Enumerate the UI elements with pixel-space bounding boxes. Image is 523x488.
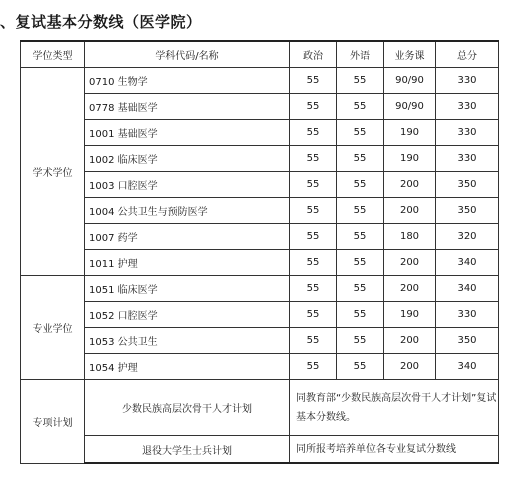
table-row: [21, 198, 499, 224]
subject-cell: 1011 护理: [85, 250, 290, 276]
language-cell: 55: [337, 276, 384, 302]
note-cell: 同所报考培养单位各专业复试分数线: [290, 436, 499, 464]
total-cell: 350: [436, 198, 499, 224]
total-cell: 330: [436, 94, 499, 120]
politics-cell: 55: [290, 172, 337, 198]
table-row: [21, 276, 499, 302]
subject-cell: 1001 基础医学: [85, 120, 290, 146]
program-cell: 退役大学生士兵计划: [85, 436, 290, 464]
politics-cell: 55: [290, 302, 337, 328]
politics-cell: 55: [290, 120, 337, 146]
note-cell: 同教育部“少数民族高层次骨干人才计划”复试基本分数线。: [290, 380, 499, 436]
table-row: [21, 224, 499, 250]
language-cell: 55: [337, 224, 384, 250]
subject-cell: 1002 临床医学: [85, 146, 290, 172]
major-cell: 180: [384, 224, 436, 250]
language-cell: 55: [337, 120, 384, 146]
politics-cell: 55: [290, 146, 337, 172]
table-row: [21, 94, 499, 120]
subject-cell: 1054 护理: [85, 354, 290, 380]
politics-cell: 55: [290, 276, 337, 302]
table-row: [21, 68, 499, 94]
header-politics: 政治: [290, 41, 337, 68]
total-cell: 340: [436, 276, 499, 302]
total-cell: 330: [436, 146, 499, 172]
total-cell: 330: [436, 302, 499, 328]
subject-cell: 1053 公共卫生: [85, 328, 290, 354]
language-cell: 55: [337, 172, 384, 198]
politics-cell: 55: [290, 328, 337, 354]
table-row: [21, 146, 499, 172]
major-cell: 200: [384, 198, 436, 224]
subject-cell: 0778 基础医学: [85, 94, 290, 120]
header-subject: 学科代码/名称: [85, 41, 290, 68]
header-degree-type: 学位类型: [21, 41, 85, 68]
subject-cell: 0710 生物学: [85, 68, 290, 94]
subject-cell: 1052 口腔医学: [85, 302, 290, 328]
language-cell: 55: [337, 328, 384, 354]
language-cell: 55: [337, 250, 384, 276]
degree-type-cell: 专业学位: [21, 276, 85, 380]
major-cell: 200: [384, 250, 436, 276]
header-major: 业务课: [384, 41, 436, 68]
major-cell: 90/90: [384, 94, 436, 120]
politics-cell: 55: [290, 224, 337, 250]
table-row: [21, 250, 499, 276]
major-cell: 190: [384, 120, 436, 146]
major-cell: 200: [384, 276, 436, 302]
score-table: [20, 40, 499, 464]
program-cell: 少数民族高层次骨干人才计划: [85, 380, 290, 436]
language-cell: 55: [337, 354, 384, 380]
total-cell: 320: [436, 224, 499, 250]
subject-cell: 1051 临床医学: [85, 276, 290, 302]
table-row: [21, 354, 499, 380]
total-cell: 330: [436, 68, 499, 94]
subject-cell: 1003 口腔医学: [85, 172, 290, 198]
language-cell: 55: [337, 198, 384, 224]
total-cell: 330: [436, 120, 499, 146]
table-row: [21, 120, 499, 146]
politics-cell: 55: [290, 354, 337, 380]
major-cell: 190: [384, 146, 436, 172]
language-cell: 55: [337, 302, 384, 328]
major-cell: 200: [384, 354, 436, 380]
total-cell: 350: [436, 172, 499, 198]
subject-cell: 1004 公共卫生与预防医学: [85, 198, 290, 224]
major-cell: 190: [384, 302, 436, 328]
table-row: [21, 172, 499, 198]
section-heading: 、复试基本分数线（医学院）: [0, 13, 202, 31]
major-cell: 200: [384, 172, 436, 198]
language-cell: 55: [337, 68, 384, 94]
politics-cell: 55: [290, 198, 337, 224]
subject-cell: 1007 药学: [85, 224, 290, 250]
politics-cell: 55: [290, 250, 337, 276]
politics-cell: 55: [290, 94, 337, 120]
header-language: 外语: [337, 41, 384, 68]
degree-type-cell: 学术学位: [21, 68, 85, 276]
total-cell: 350: [436, 328, 499, 354]
politics-cell: 55: [290, 68, 337, 94]
table-header-row: [21, 41, 499, 68]
total-cell: 340: [436, 354, 499, 380]
language-cell: 55: [337, 146, 384, 172]
total-cell: 340: [436, 250, 499, 276]
table-row: [21, 302, 499, 328]
language-cell: 55: [337, 94, 384, 120]
header-total: 总分: [436, 41, 499, 68]
table-row: [21, 436, 499, 464]
table-row: [21, 380, 499, 436]
major-cell: 200: [384, 328, 436, 354]
degree-type-cell: 专项计划: [21, 380, 85, 464]
table-row: [21, 328, 499, 354]
major-cell: 90/90: [384, 68, 436, 94]
